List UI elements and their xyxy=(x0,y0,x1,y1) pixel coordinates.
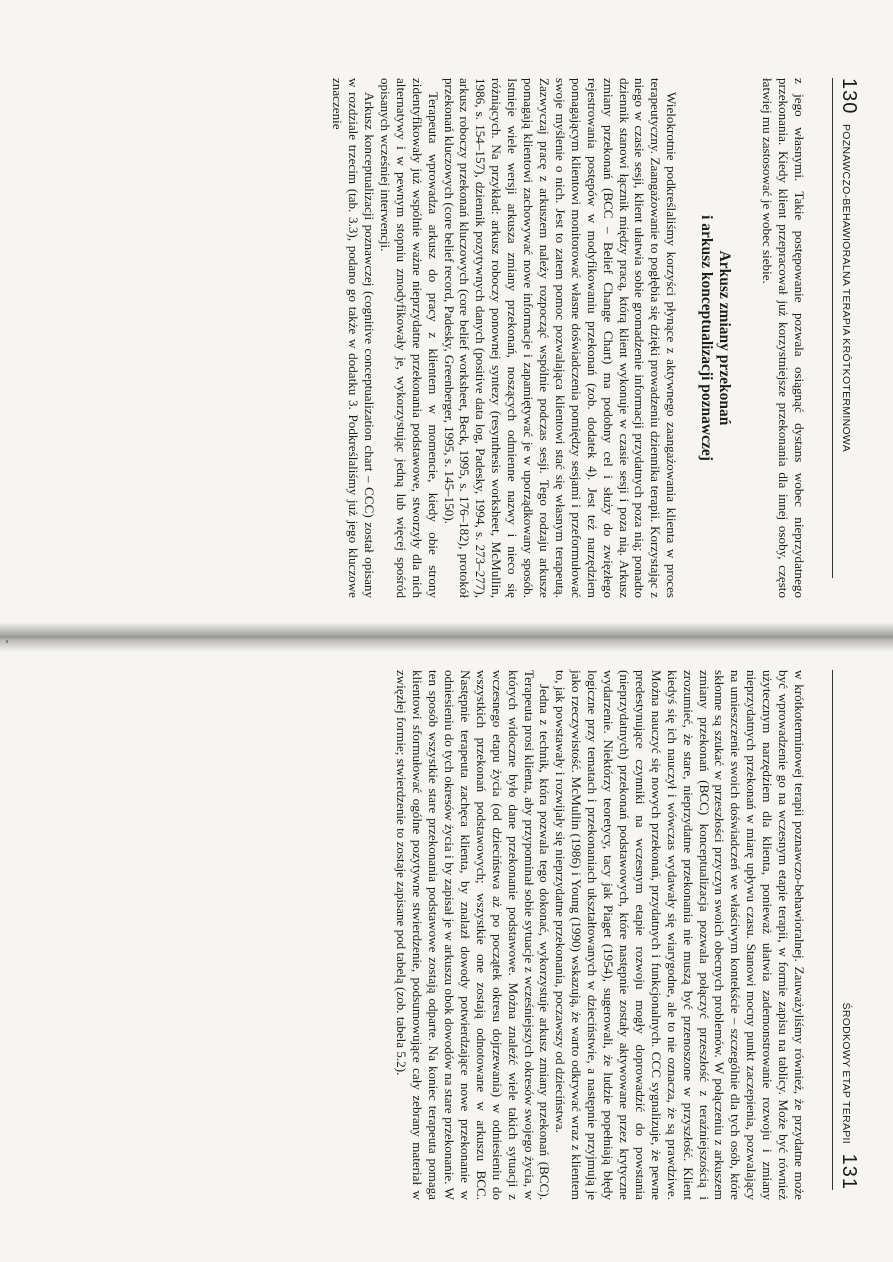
left-body-text xyxy=(329,78,807,598)
book-gutter-shadow xyxy=(0,622,893,652)
running-header-left xyxy=(832,78,865,578)
paragraph: Jedna z technik, która pozwala tego dokonać, wykorzystuje arkusz zmiany przekonań (BCC). Terapeuta prosi klienta, aby przypominał sobie sytuacje z wcześniejszych okresów swojego życia, w których widoczne było dane przekonanie podstawowe. Można znaleźć wiele takich sytuacji z wczesnego etapu życia (od dzieciństwa aż po początek okresu dojrzewania) w odniesieniu do wszystkich przekonań podstawowych; wszystkie one zostają odnotowane w arkuszu BCC. Następnie terapeuta zachęca klienta, by znalazł dowody potwierdzające nowe przekonanie w odniesieniu do tych okresów życia i by zapisał je w arkuszu obok dowodów na stare przekonanie. W ten sposób wszystkie stare przekonania podstawowe zostają odparte. Na koniec terapeuta pomaga klientowi sformułować ogólne pozytywne stwierdzenie, podsumowujące cały zebrany materiał w zwięzłej formie; stwierdzenie to zostaje zapisane pod tabelą (zob. tabela 5.2). xyxy=(394,670,553,1200)
scan-speck xyxy=(6,640,8,643)
running-title: ŚRODKOWY ETAP TERAPII xyxy=(840,1002,852,1144)
paragraph: z jego własnymi. Takie postępowanie pozwala osiągnąć dystans wobec nieprzydatnego przekonania. Kiedy klient przepracował już korzystniejsze przekonania dla innej osoby, często łatwiej mu zastosować je wobec siebie. xyxy=(760,78,807,598)
right-body-text xyxy=(393,670,807,1200)
paragraph: Wielokrotnie podkreślaliśmy korzyści płynące z aktywnego zaangażowania klienta w proces terapeutyczny. Zaangażowanie to pogłębia się dzięki prowadzeniu dziennika terapii. Korzystając z niego w czasie sesji, klient ułatwia sobie gromadzenie informacji przydatnych poza nią; ponadto dziennik stanowi łącznik między pracą, którą klient wykonuje w czasie sesji i poza nią. Arkusz zmiany przekonań (BCC – Belief Change Chart) ma podobny cel i służy do zwięzłego rejestrowania postępów w modyfikowaniu przekonań (zob. dodatek 4). Jest też narzędziem pomagającym klientowi monitorować własne doświadczenia pomiędzy sesjami i przeformułować swoje myślenie o nich. Jest to zatem pomoc pozwalająca klientowi stać się własnym terapeutą. Zazwyczaj pracę z arkuszem należy rozpocząć wspólnie podczas sesji. Tego rodzaju arkusze pomagają klientowi zachowywać nowe informacje i zapamiętywać je w uporządkowany sposób. Istnieje wiele wersji arkusza zmiany przekonań, noszących odmienne nazwy i nieco się różniących. Na przykład: arkusz roboczy ponownej syntezy (resynthesis worksheet, McMullin, 1986, s. 154–157), dziennik pozytywnych danych (positive data log, Padesky, 1994, s. 273–277), arkusz roboczy przekonań kluczowych (core belief worksheet, Beck, 1995, s. 176–182), protokół przekonań kluczowych (core belief record, Padesky, Greenberger, 1995, s. 145–150). xyxy=(441,78,680,598)
left-page xyxy=(0,8,893,618)
heading-line: Arkusz zmiany przekonań xyxy=(716,250,734,426)
running-title: POZNAWCZO-BEHAWIORALNA TERAPIA KRÓTKOTERMINOWA xyxy=(840,124,852,453)
page-number: 131 xyxy=(838,1153,860,1190)
page-number: 130 xyxy=(838,78,860,115)
running-header-right xyxy=(832,670,865,1190)
section-heading xyxy=(697,78,733,598)
paragraph: w krótkoterminowej terapii poznawczo-behawioralnej. Zauważyliśmy również, że przydatne może być wprowadzenie go na wczesnym etapie terapii, w formie zapisu na tablicy. Może być również użytecznym narzędziem dla klienta, ponieważ ułatwia zademonstrowanie rozwoju i zmiany nieprzydatnych przekonań w miarę upływu czasu. Stanowi mocny punkt zaczepienia, pozwalający na umieszczenie swoich doświadczeń we właściwym kontekście – szczególnie dla tych osób, które skłonne są szukać w przeszłości przyczyn swoich obecnych problemów. W połączeniu z arkuszem zmiany przekonań (BCC) konceptualizacja pozwala połączyć przeszłość z teraźniejszością i zrozumieć, że stare, nieprzydatne przekonania nie muszą być przenoszone w przyszłość. Klient kiedyś się ich nauczył i wówczas wydawały się wiarygodne, ale to nie oznacza, że są prawdziwe. Można nauczyć się nowych przekonań, przydatnych i funkcjonalnych. CCC sygnalizuje, że pewne predestynujące czynniki na wczesnym etapie rozwoju mogły doprowadzić do powstania (nieprzydatnych) przekonań podstawowych, które następnie zostały aktywowane przez krytyczne wydarzenie. Niektórzy teoretycy, tacy jak Piaget (1954), sugerowali, że ludzie popełniają błędy logiczne przy tematach i przekonaniach ukształtowanych w dzieciństwie, a następnie przyjmują je jako rzeczywistość. McMullin (1986) i Young (1990) wskazują, że warto odkrywać wraz z klientem to, jak powstawały i rozwijały się nieprzydatne przekonania, poczawszy od dzieciństwa. xyxy=(553,670,807,1200)
heading-line: i arkusz konceptualizacji poznawczej xyxy=(698,215,716,461)
paragraph: Terapeuta wprowadza arkusz do pracy z klientem w momencie, kiedy obie strony zidentyfikowały już wspólnie ważne nieprzydatne przekonania podstawowe, stworzyły dla nich alternatywy i w pewnym stopniu zmodyfikowały je, wykorzystując jedną lub więcej spośród opisanych wcześniej interwencji. xyxy=(377,78,441,598)
right-page xyxy=(0,650,893,1260)
paragraph: Arkusz konceptualizacji poznawczej (cognitive conceptualization chart – CCC) został opisany w rozdziale trzecim (tab. 3.3), podano go także w dodatku 3. Podkreślaliśmy już jego kluczowe znaczenie xyxy=(330,78,378,598)
